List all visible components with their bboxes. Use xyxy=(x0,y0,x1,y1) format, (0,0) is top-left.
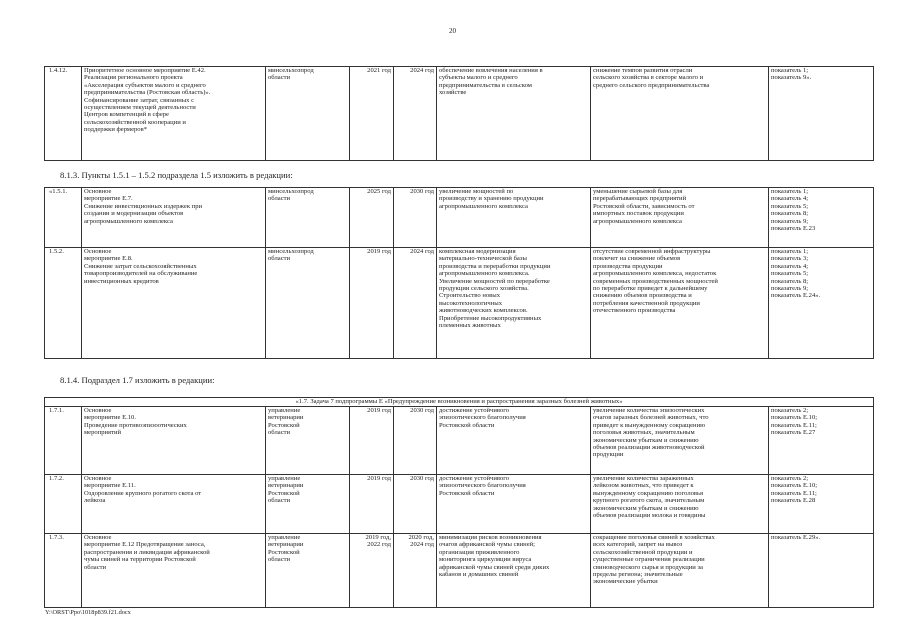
cell-consequence xyxy=(591,475,769,534)
cell-year-start xyxy=(350,248,394,359)
text-line: перерабатывающих предприятий xyxy=(593,195,687,203)
cell-number: 1.5.2. xyxy=(45,248,82,359)
text-line: эпизоотического благополучия xyxy=(439,482,526,490)
text-line: увеличение количества зараженных xyxy=(593,475,694,482)
text-line: минсельхозпрод xyxy=(268,67,314,74)
cell-expected-result xyxy=(437,188,591,248)
text-line: Снижение затрат сельскохозяйственных xyxy=(84,262,197,270)
text-line: 2021 год xyxy=(367,67,391,74)
text-line: Проведение противоэпизоотических xyxy=(84,421,187,429)
text-line: показатель 5; xyxy=(771,202,809,210)
text-line: «Акселерация субъектов малого и среднего xyxy=(84,81,206,89)
text-line: показатель 5; xyxy=(771,270,809,278)
cell-year-start xyxy=(350,188,394,248)
cell-year-end xyxy=(394,407,437,475)
text-line: ветеринарии xyxy=(268,482,304,490)
cell-year-start xyxy=(350,407,394,475)
text-line: поддержки фермеров* xyxy=(84,126,148,134)
text-line: ветеринарии xyxy=(268,541,304,549)
text-line: области xyxy=(268,195,291,203)
text-line: мероприятие Е.11. xyxy=(84,482,136,490)
text-line: высокотехнологичных xyxy=(439,299,502,307)
text-line: 2024 год xyxy=(410,248,434,255)
text-line: Оздоровление крупного рогатого скота от xyxy=(84,489,202,497)
cell-measure-name xyxy=(82,534,266,608)
text-line: продукции xyxy=(593,451,624,459)
text-line: объемов реализации животноводческой xyxy=(593,444,705,452)
cell-indicators xyxy=(769,67,874,161)
text-line: Основное xyxy=(84,407,112,414)
cell-responsible xyxy=(266,407,350,475)
text-line: Ростовской области xyxy=(439,421,495,429)
text-line: материально-технической базы xyxy=(439,255,527,263)
cell-expected-result xyxy=(437,534,591,608)
text-line: достижение устойчивого xyxy=(439,407,510,414)
text-line: 2019 год xyxy=(367,407,391,414)
cell-indicators xyxy=(769,475,874,534)
text-line: Снижение инвестиционных издержек при xyxy=(84,202,203,210)
text-line: Ростовской xyxy=(268,489,300,497)
cell-expected-result xyxy=(437,67,591,161)
text-line: управление xyxy=(268,475,301,482)
cell-measure-name xyxy=(82,67,266,161)
cell-year-start xyxy=(350,475,394,534)
section-heading-8-1-4: 8.1.4. Подраздел 1.7 изложить в редакции: xyxy=(60,375,215,385)
text-line: 2030 год xyxy=(410,188,434,195)
text-line: организация приживленного xyxy=(439,548,520,556)
text-line: отечественного производства xyxy=(593,307,676,315)
text-line: показатель 9; xyxy=(771,285,809,293)
text-line: 2024 год xyxy=(410,541,434,549)
table-row xyxy=(45,534,874,608)
text-line: области xyxy=(268,497,291,505)
cell-year-start xyxy=(350,67,394,161)
text-line: области xyxy=(268,255,291,263)
text-line: Приобретение высокопродуктивных xyxy=(439,314,542,322)
cell-measure-name xyxy=(82,475,266,534)
table-row xyxy=(45,475,874,534)
text-line: управление xyxy=(268,534,301,541)
text-line: Увеличение мощностей по переработке xyxy=(439,277,550,285)
text-line: Ростовской области xyxy=(439,489,495,497)
text-line: показатель 4; xyxy=(771,262,809,270)
cell-expected-result xyxy=(437,475,591,534)
text-line: Основное xyxy=(84,475,112,482)
text-line: субъекты малого и среднего xyxy=(439,74,518,82)
section-heading-8-1-3: 8.1.3. Пункты 1.5.1 – 1.5.2 подраздела 1.5 изложить в редакции: xyxy=(60,170,293,180)
text-line: показатель 1; xyxy=(771,67,809,74)
cell-indicators xyxy=(769,534,874,608)
text-line: агропромышленного комплекса. xyxy=(439,270,530,278)
text-line: снижение темпов развития отрасли xyxy=(593,67,693,74)
text-line: показатель Е.10; xyxy=(771,482,818,490)
text-line: показатель Е.28 xyxy=(771,497,816,505)
table-row xyxy=(45,188,874,248)
text-line: распространения и ликвидация африканской xyxy=(84,548,210,556)
task-title: «1.7. Задача 7 подпрограммы Е «Предупреждение возникновения и распространения заразных болезней животных» xyxy=(45,398,874,407)
text-line: мероприятие Е.12 Предотвращение заноса, xyxy=(84,541,206,549)
text-line: показатель 8; xyxy=(771,277,809,285)
text-line: животноводческих комплексов. xyxy=(439,307,528,315)
cell-responsible xyxy=(266,248,350,359)
text-line: мероприятие Е.8. xyxy=(84,255,133,263)
cell-consequence xyxy=(591,534,769,608)
cell-year-end xyxy=(394,248,437,359)
cell-indicators xyxy=(769,248,874,359)
text-line: предпринимательства в сельском xyxy=(439,81,532,89)
text-line: сокращение поголовья свиней в хозяйствах xyxy=(593,534,715,541)
text-line: экономические убытки xyxy=(593,578,658,586)
text-line: Строительство новых xyxy=(439,292,500,300)
text-line: достижение устойчивого xyxy=(439,475,510,482)
table-row xyxy=(45,407,874,475)
text-line: лейкозом животных, что приведет к xyxy=(593,482,694,490)
text-line: области xyxy=(268,74,291,82)
text-line: создании и модернизации объектов xyxy=(84,210,184,218)
text-line: показатель 2; xyxy=(771,475,809,482)
text-line: мероприятие Е.7. xyxy=(84,195,133,203)
text-line: Софинансирование затрат, связанных с xyxy=(84,96,195,104)
text-line: снижению объемов производства и xyxy=(593,292,692,300)
text-line: объемов реализации молока и говядины xyxy=(593,512,706,520)
cell-measure-name xyxy=(82,407,266,475)
cell-number: 1.7.1. xyxy=(45,407,82,475)
text-line: инвестиционных кредитов xyxy=(84,277,159,285)
text-line: производства продукции xyxy=(593,262,663,270)
text-line: показатель Е.11; xyxy=(771,421,817,429)
text-line: экономическим убыткам и снижению xyxy=(593,436,699,444)
text-line: Основное xyxy=(84,188,112,195)
cell-number: 1.4.12. xyxy=(45,67,82,161)
text-line: современных производственных мощностей xyxy=(593,277,718,285)
text-line: минсельхозпрод xyxy=(268,188,314,195)
text-line: 2019 год, xyxy=(365,534,391,541)
text-line: показатель Е.27 xyxy=(771,429,816,437)
text-line: показатель 8; xyxy=(771,210,809,218)
text-line: осуществлением текущей деятельности xyxy=(84,104,196,112)
cell-number: 1.7.3. xyxy=(45,534,82,608)
text-line: чумы свиней на территории Ростовской xyxy=(84,556,196,564)
cell-number: «1.5.1. xyxy=(45,188,82,248)
text-line: Основное xyxy=(84,534,112,541)
cell-expected-result xyxy=(437,407,591,475)
text-line: ветеринарии xyxy=(268,414,304,422)
text-line: лейкоза xyxy=(84,497,106,505)
task-title-row xyxy=(45,398,874,407)
text-line: Центров компетенций в сфере xyxy=(84,111,169,119)
text-line: показатель Е.23 xyxy=(771,225,816,233)
cell-expected-result xyxy=(437,248,591,359)
cell-year-start xyxy=(350,534,394,608)
text-line: свиноводческого сырья и продукции за xyxy=(593,563,703,571)
file-path-footer: Y:\ORST\Ppo\1018p839.f21.docx xyxy=(45,609,131,616)
text-line: сельскохозяйственной продукции и xyxy=(593,548,693,556)
text-line: 2019 год xyxy=(367,475,391,482)
text-line: всех категорий, запрет на вывоз xyxy=(593,541,683,549)
text-line: показатель 1; xyxy=(771,188,809,195)
text-line: обеспечение вовлечения населения в xyxy=(439,67,543,74)
cell-responsible xyxy=(266,188,350,248)
text-line: агропромышленного комплекса xyxy=(439,202,528,210)
text-line: 2030 год xyxy=(410,475,434,482)
text-line: показатель Е.29». xyxy=(771,534,821,541)
cell-year-end xyxy=(394,534,437,608)
cell-indicators xyxy=(769,407,874,475)
text-line: мероприятий xyxy=(84,429,122,437)
text-line: 2020 год, xyxy=(408,534,434,541)
cell-consequence xyxy=(591,188,769,248)
text-line: предпринимательства (Ростовская область)». xyxy=(84,89,211,97)
text-line: кабанов и домашних свиней xyxy=(439,571,519,579)
text-line: показатель 9; xyxy=(771,217,809,225)
text-line: агропромышленного комплекса xyxy=(593,217,682,225)
text-line: по переработке приведет к дальнейшему xyxy=(593,285,708,293)
text-line: 2030 год xyxy=(410,407,434,414)
cell-measure-name xyxy=(82,188,266,248)
text-line: потребления качественной продукции xyxy=(593,299,700,307)
text-line: очагов африканской чумы свиней; xyxy=(439,541,535,549)
text-line: Реализация регионального проекта xyxy=(84,74,183,82)
text-line: пределы региона; значительные xyxy=(593,571,683,579)
text-line: показатель Е.11; xyxy=(771,489,817,497)
text-line: племенных животных xyxy=(439,322,501,330)
text-line: 2025 год xyxy=(367,188,391,195)
text-line: отсутствие современной инфраструктуры xyxy=(593,248,711,255)
cell-responsible xyxy=(266,67,350,161)
text-line: мониторинга циркуляции вируса xyxy=(439,556,532,564)
text-line: производству и хранению продукции xyxy=(439,195,544,203)
cell-indicators xyxy=(769,188,874,248)
text-line: 2022 год xyxy=(367,541,391,549)
text-line: показатель Е.24». xyxy=(771,292,821,300)
text-line: минимизация рисков возникновения xyxy=(439,534,542,541)
text-line: Основное xyxy=(84,248,112,255)
text-line: Ростовской xyxy=(268,421,300,429)
text-line: показатель 9». xyxy=(771,74,812,82)
text-line: показатель 2; xyxy=(771,407,809,414)
text-line: увеличение количества эпизоотических xyxy=(593,407,705,414)
text-line: импортных поставок продукции xyxy=(593,210,684,218)
text-line: Приоритетное основное мероприятие Е.42. xyxy=(84,67,206,74)
table-row xyxy=(45,248,874,359)
text-line: агропромышленного комплекса xyxy=(84,217,173,225)
cell-year-end xyxy=(394,67,437,161)
text-line: области xyxy=(84,563,107,571)
text-line: приведет к вынужденному сокращению xyxy=(593,421,706,429)
text-line: области xyxy=(268,556,291,564)
text-line: африканской чумы свиней среди диких xyxy=(439,563,550,571)
cell-responsible xyxy=(266,475,350,534)
cell-measure-name xyxy=(82,248,266,359)
text-line: хозяйстве xyxy=(439,89,467,97)
text-line: производства и переработки продукции xyxy=(439,262,551,270)
text-line: увеличение мощностей по xyxy=(439,188,514,195)
text-line: показатель 3; xyxy=(771,255,809,263)
text-line: повлечет на снижение объемов xyxy=(593,255,681,263)
table-measures-1-4 xyxy=(44,66,874,161)
text-line: показатель 4; xyxy=(771,195,809,203)
text-line: очагов заразных болезней животных, что xyxy=(593,414,709,422)
text-line: продукции сельского хозяйства. xyxy=(439,285,529,293)
table-row xyxy=(45,67,874,161)
text-line: показатель 1; xyxy=(771,248,809,255)
cell-consequence xyxy=(591,248,769,359)
text-line: области xyxy=(268,429,291,437)
text-line: крупного рогатого скота, значительным xyxy=(593,497,705,505)
text-line: поголовья животных, значительным xyxy=(593,429,695,437)
text-line: товаропроизводителей на обслуживание xyxy=(84,270,198,278)
text-line: управление xyxy=(268,407,301,414)
cell-responsible xyxy=(266,534,350,608)
page-number: 20 xyxy=(449,27,456,35)
text-line: сельскохозяйственной кооперации и xyxy=(84,118,186,126)
text-line: комплексная модернизация xyxy=(439,248,516,255)
text-line: среднего сельского предпринимательства xyxy=(593,81,710,89)
table-measures-1-7 xyxy=(44,397,874,608)
text-line: эпизоотического благополучия xyxy=(439,414,526,422)
cell-year-end xyxy=(394,475,437,534)
text-line: 2019 год xyxy=(367,248,391,255)
text-line: вынужденному сокращению поголовья xyxy=(593,489,704,497)
text-line: мероприятие Е.10. xyxy=(84,414,136,422)
cell-number: 1.7.2. xyxy=(45,475,82,534)
text-line: агропромышленного комплекса, недостаток xyxy=(593,270,717,278)
text-line: существенные ограничения реализации xyxy=(593,556,705,564)
table-measures-1-5 xyxy=(44,187,874,359)
text-line: 2024 год xyxy=(410,67,434,74)
cell-year-end xyxy=(394,188,437,248)
cell-consequence xyxy=(591,407,769,475)
text-line: Ростовской xyxy=(268,548,300,556)
text-line: Ростовской области, зависимость от xyxy=(593,202,695,210)
text-line: уменьшение сырьевой базы для xyxy=(593,188,683,195)
cell-consequence xyxy=(591,67,769,161)
text-line: показатель Е.10; xyxy=(771,414,818,422)
text-line: минсельхозпрод xyxy=(268,248,314,255)
text-line: экономическим убыткам и снижению xyxy=(593,504,699,512)
text-line: сельского хозяйства в секторе малого и xyxy=(593,74,704,82)
